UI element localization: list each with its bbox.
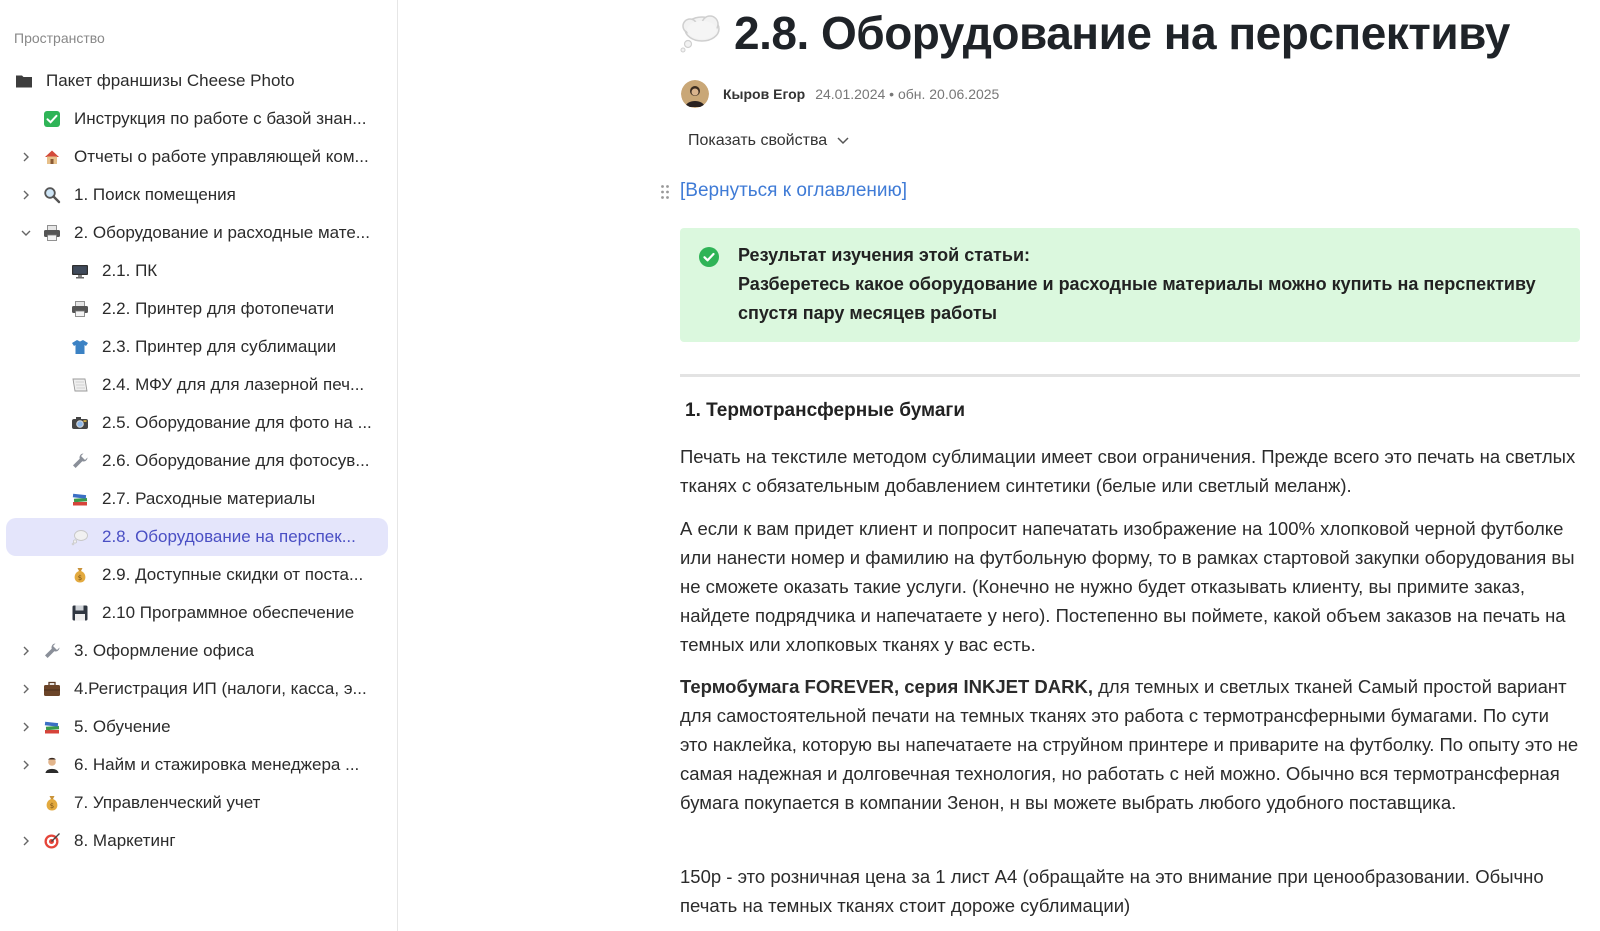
sidebar-item-label: 3. Оформление офиса [74, 641, 255, 660]
paragraph-4: 150р - это розничная цена за 1 лист А4 (обращайте на это внимание при ценообразовании. Обычно печать на темных тканях стоит дороже сублимации) [680, 866, 1544, 916]
page-tree [0, 62, 398, 860]
wrench-icon [42, 641, 62, 661]
back-to-contents-link[interactable]: [Вернуться к оглавлению] [680, 180, 908, 201]
sidebar-item-label: 8. Маркетинг [74, 831, 176, 850]
folder-icon [14, 71, 34, 91]
books-icon [42, 717, 62, 737]
books-icon [70, 489, 90, 509]
chevron-right-icon[interactable] [21, 836, 31, 846]
sidebar-item-label: Отчеты о работе управляющей ком... [74, 147, 369, 166]
sidebar-item-5[interactable] [6, 214, 388, 252]
sidebar-item-4[interactable] [6, 176, 388, 214]
sidebar-item-label: 2.7. Расходные материалы [102, 489, 316, 508]
sidebar-item-label: 2.10 Программное обеспечение [102, 603, 355, 622]
sidebar-item-label: 2. Оборудование и расходные мате... [74, 223, 370, 242]
sidebar-item-label: 2.3. Принтер для сублимации [102, 337, 337, 356]
sidebar-item-label: 2.6. Оборудование для фотосув... [102, 451, 370, 470]
chevron-down-icon [837, 137, 849, 145]
sidebar-item-8[interactable] [6, 328, 388, 366]
drag-handle-icon[interactable] [660, 184, 670, 200]
sidebar-item-15[interactable] [6, 594, 388, 632]
avatar[interactable] [681, 80, 709, 108]
sidebar-item-label: 1. Поиск помещения [74, 185, 236, 204]
sidebar-item-label: Пакет франшизы Cheese Photo [46, 71, 295, 90]
thought-bubble-icon[interactable] [678, 11, 722, 55]
sidebar-item-7[interactable] [6, 290, 388, 328]
sidebar-item-label: Инструкция по работе с базой знан... [74, 109, 367, 128]
sidebar-item-label: 6. Найм и стажировка менеджера ... [74, 755, 360, 774]
target-icon [42, 831, 62, 851]
svg-text:$: $ [49, 802, 55, 810]
sidebar-item-label: 4.Регистрация ИП (налоги, касса, э... [74, 679, 367, 698]
sidebar-item-label: 2.9. Доступные скидки от поста... [102, 565, 364, 584]
sidebar-item-label: 2.2. Принтер для фотопечати [102, 299, 335, 318]
money-bag-icon [70, 565, 90, 585]
svg-text:$: $ [77, 574, 83, 582]
sidebar-item-label: 2.8. Оборудование на перспек... [102, 527, 356, 546]
paragraph-3 [680, 672, 1580, 817]
sidebar-item-12[interactable] [6, 480, 388, 518]
magnifier-icon [42, 185, 62, 205]
house-icon [42, 147, 62, 167]
chevron-down-icon[interactable] [21, 228, 31, 238]
paragraph-1: Печать на текстиле методом сублимации имеет свои ограничения. Прежде всего это печать на светлых тканях с обязательным добавлением синтетики (белые или светлый меланж). [680, 446, 1576, 496]
show-properties-button[interactable] [688, 132, 849, 150]
paragraph-2: А если к вам придет клиент и попросит напечатать изображение на 100% хлопковой черной футболке или нанести номер и фамилию на футбольную форму, то в рамках стартовой закупки оборудования вы не сможете оказать такие услуги. (Конечно не нужно будет отказывать клиенту, вы примите заказ, найдете подрядчика и напечатаете у него). Постепенно вы поймете, какой объем заказов на печать на темных или хлопковых тканях у вас есть. [680, 518, 1575, 655]
paragraph-3-bold: Термобумага FOREVER, серия INKJET DARK, [680, 676, 1093, 697]
sidebar-item-label: 2.1. ПК [102, 261, 158, 280]
chevron-right-icon[interactable] [21, 152, 31, 162]
check-circle-icon [698, 246, 720, 268]
sidebar-item-16[interactable] [6, 632, 388, 670]
sidebar-item-13[interactable] [6, 518, 388, 556]
callout-box [680, 228, 1580, 342]
floppy-disk-icon [70, 603, 90, 623]
sidebar-item-3[interactable] [6, 138, 388, 176]
section-heading: 1. Термотрансферные бумаги [685, 400, 966, 421]
camera-icon [70, 413, 90, 433]
sidebar-item-label: 7. Управленческий учет [74, 793, 261, 812]
page-header [678, 2, 1510, 64]
sidebar-item-1[interactable] [6, 62, 388, 100]
money-bag-icon [42, 793, 62, 813]
page-title: 2.8. Оборудование на перспективу [734, 7, 1510, 59]
sidebar-item-19[interactable] [6, 746, 388, 784]
chevron-right-icon[interactable] [21, 646, 31, 656]
sidebar-item-2[interactable] [6, 100, 388, 138]
show-properties-label: Показать свойства [688, 132, 828, 149]
chevron-right-icon[interactable] [21, 190, 31, 200]
paper-icon [70, 375, 90, 395]
sidebar-item-20[interactable] [6, 784, 388, 822]
sidebar-item-10[interactable] [6, 404, 388, 442]
wrench-icon [70, 451, 90, 471]
callout-text [738, 241, 1558, 328]
sidebar-item-17[interactable] [6, 670, 388, 708]
briefcase-icon [42, 679, 62, 699]
chevron-right-icon[interactable] [21, 684, 31, 694]
page-meta [681, 79, 999, 109]
sidebar-item-label: 2.5. Оборудование для фото на ... [102, 413, 372, 432]
chevron-right-icon[interactable] [21, 722, 31, 732]
sidebar [0, 0, 398, 931]
check-mark-icon [42, 109, 62, 129]
printer-icon [70, 299, 90, 319]
printer-icon [42, 223, 62, 243]
sidebar-item-14[interactable] [6, 556, 388, 594]
divider [680, 374, 1580, 377]
callout-body: Разберетесь какое оборудование и расходные материалы можно купить на перспективу спустя пару месяцев работы [738, 274, 1536, 323]
paragraph-3-text: для темных и светлых тканей Самый простой вариант для самостоятельной печати на темных тканях это работа с термотрансферными бумагами. По сути это наклейка, которую вы напечатаете на струйном принтере и приварите на футболку. По опыту это не самая надежная и долговечная технология, но работать с ней можно. Обычно вся термотрансферная бумага покупается в компании Зенон, н вы можете выбрать любого удобного поставщика. [680, 676, 1579, 813]
space-label: Пространство [14, 30, 105, 46]
sidebar-item-21[interactable] [6, 822, 388, 860]
sidebar-item-11[interactable] [6, 442, 388, 480]
computer-icon [70, 261, 90, 281]
sidebar-item-label: 2.4. МФУ для для лазерной печ... [102, 375, 365, 394]
thought-bubble-icon [70, 527, 90, 547]
sidebar-item-9[interactable] [6, 366, 388, 404]
callout-title: Результат изучения этой статьи: [738, 245, 1030, 265]
main-content [398, 0, 1600, 931]
sidebar-item-18[interactable] [6, 708, 388, 746]
tshirt-icon [70, 337, 90, 357]
chevron-right-icon[interactable] [21, 760, 31, 770]
sidebar-item-label: 5. Обучение [74, 717, 171, 736]
page-dates: 24.01.2024 • обн. 20.06.2025 [815, 86, 1000, 102]
author-name[interactable]: Кыров Егор [723, 86, 806, 102]
person-icon [42, 755, 62, 775]
sidebar-item-6[interactable] [6, 252, 388, 290]
